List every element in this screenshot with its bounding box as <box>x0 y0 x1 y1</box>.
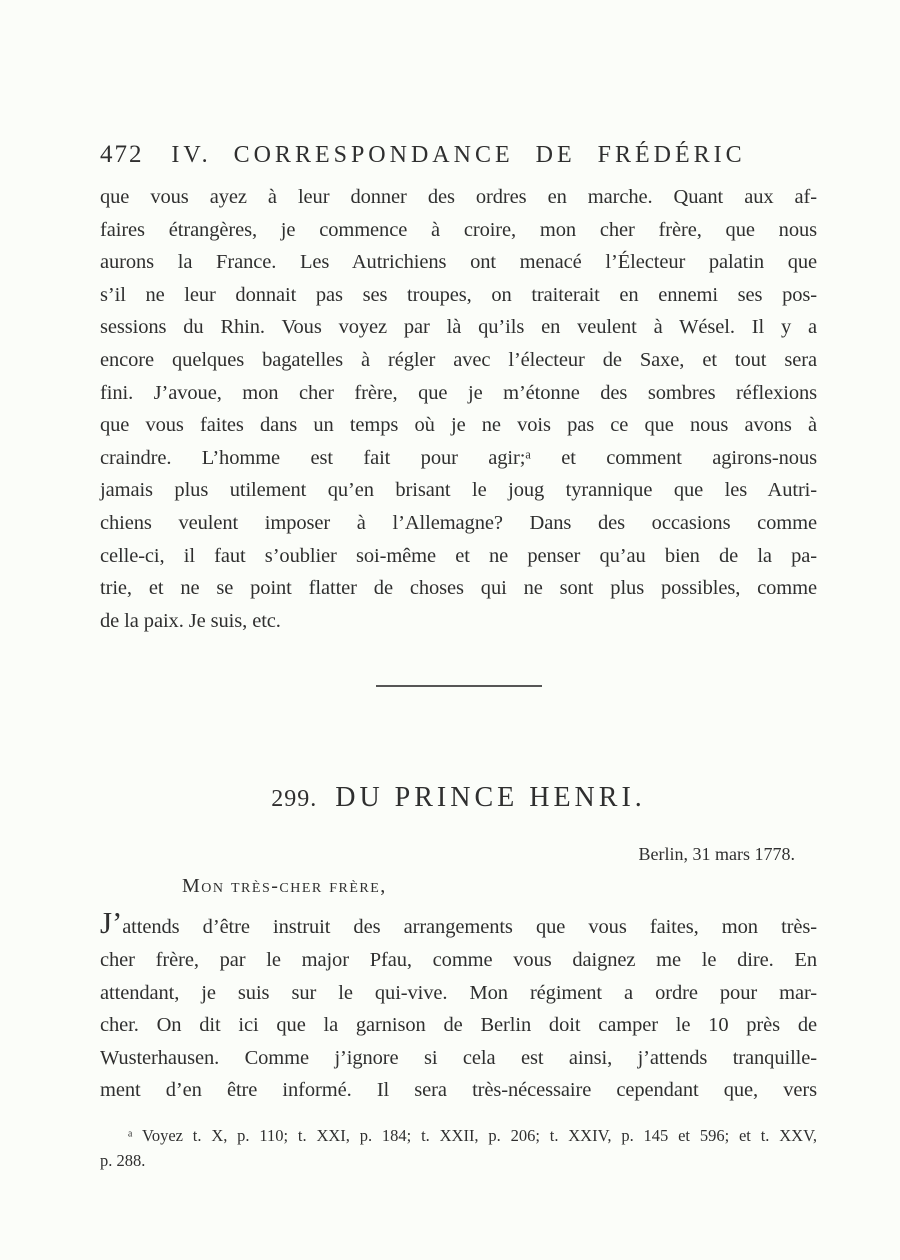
text-line: de la paix. Je suis, etc. <box>100 609 281 632</box>
dateline: Berlin, 31 mars 1778. <box>638 844 795 865</box>
text-line: cher frère, par le major Pfau, comme vous daignez me le dire. En <box>100 948 817 971</box>
text-line: aurons la France. Les Autrichiens ont menacé l’Électeur palatin que <box>100 251 817 274</box>
text-line: attendant, je suis sur le qui-vive. Mon régiment a ordre pour mar- <box>100 981 817 1004</box>
text-line: Wusterhausen. Comme j’ignore si cela est ainsi, j’attends tranquille- <box>100 1046 817 1069</box>
text-line: s’il ne leur donnait pas ses troupes, on traiterait en ennemi ses pos- <box>100 283 817 306</box>
text-line: que vous faites dans un temps où je ne vois pas ce que nous avons à <box>100 414 817 437</box>
text-line: craindre. L’homme est fait pour agir;ᵃ et comment agirons-nous <box>100 446 817 469</box>
letter-heading <box>100 782 817 814</box>
text-line: celle-ci, il faut s’oublier soi-même et ne penser qu’au bien de la pa- <box>100 544 817 567</box>
text-line: cher. On dit ici que la garnison de Berlin doit camper le 10 près de <box>100 1014 817 1037</box>
footnote <box>100 1123 817 1173</box>
text-line: ment d’en être informé. Il sera très-nécessaire cependant que, vers <box>100 1079 817 1102</box>
footnote-line: ᵃ Voyez t. X, p. 110; t. XXI, p. 184; t. XXII, p. 206; t. XXIV, p. 145 et 596; et t. XXV, <box>128 1125 817 1145</box>
letter-298-body <box>100 181 817 637</box>
running-title: IV. CORRESPONDANCE DE FRÉDÉRIC <box>171 142 746 168</box>
text-line: encore quelques bagatelles à régler avec l’électeur de Saxe, et tout sera <box>100 348 817 371</box>
salutation: Mon très-cher frère, <box>182 875 387 898</box>
letter-number: 299. <box>271 786 318 813</box>
text-line: chiens veulent imposer à l’Allemagne? Dans des occasions comme <box>100 511 817 534</box>
letter-title: DU PRINCE HENRI. <box>335 782 646 814</box>
text-line: J’attends d’être instruit des arrangements que vous faites, mon très- <box>100 905 817 941</box>
text-line: trie, et ne se point flatter de choses qui ne sont plus possibles, comme <box>100 577 817 600</box>
text-line: fini. J’avoue, mon cher frère, que je m’étonne des sombres réflexions <box>100 381 817 404</box>
section-divider <box>376 685 542 687</box>
text-line: sessions du Rhin. Vous voyez par là qu’ils en veulent à Wésel. Il y a <box>100 316 817 339</box>
footnote-line: p. 288. <box>100 1150 146 1170</box>
letter-299-body <box>100 907 817 1107</box>
page-number: 472 <box>100 141 144 168</box>
text-line: que vous ayez à leur donner des ordres en marche. Quant aux af- <box>100 186 817 208</box>
page-header <box>100 0 817 169</box>
text-line: faires étrangères, je commence à croire, mon cher frère, que nous <box>100 218 817 241</box>
text-line: jamais plus utilement qu’en brisant le joug tyrannique que les Autri- <box>100 479 817 502</box>
